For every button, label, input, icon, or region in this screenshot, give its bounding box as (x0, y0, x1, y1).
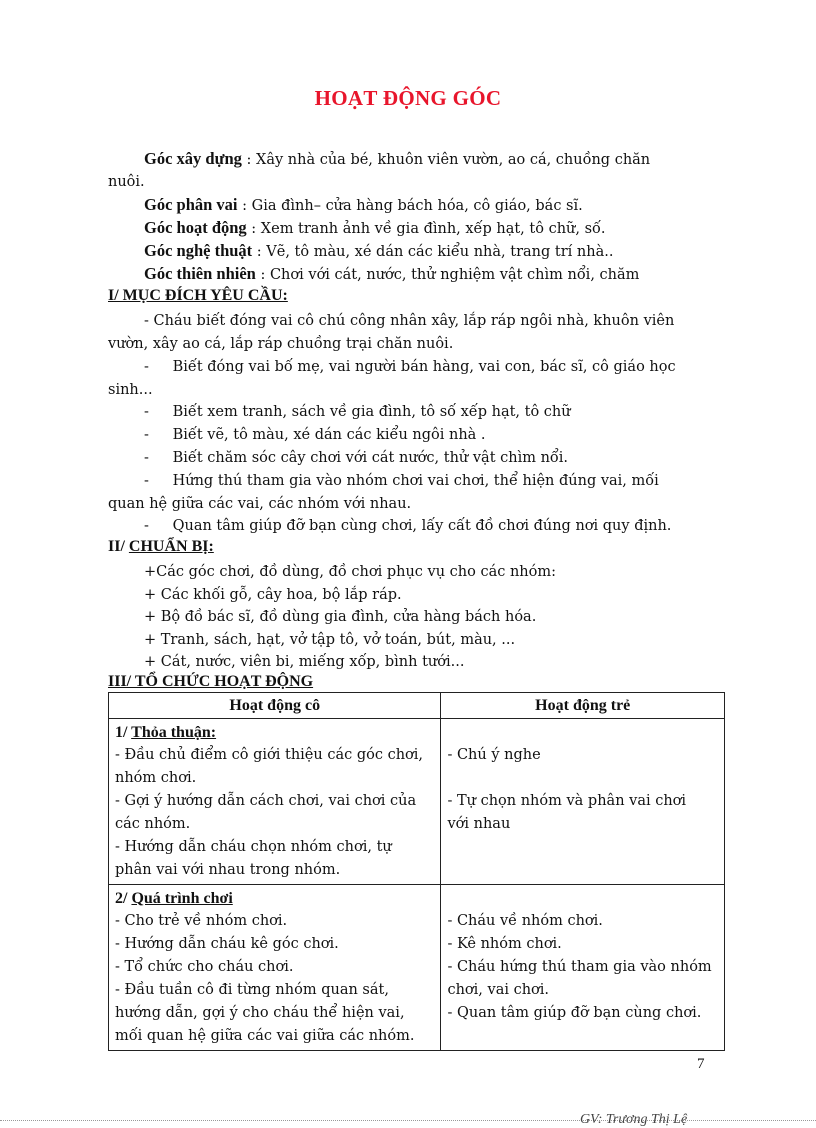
section-2-title: II/ CHUẨN BỊ: (108, 538, 214, 555)
child-line: - Tự chọn nhóm và phân vai chơi (447, 793, 687, 809)
corner-construction: Góc xây dựng : Xây nhà của bé, khuôn viên vườn, ao cá, chuồng chăn (144, 149, 651, 168)
child-line (447, 721, 718, 744)
page-number: 7 (697, 1056, 705, 1072)
objective-item: - Biết xem tranh, sách về gia đình, tô số xếp hạt, tô chữ (144, 404, 571, 420)
objective-first: - Cháu biết đóng vai cô chú công nhân xây, lắp ráp ngôi nhà, khuôn viên (144, 313, 675, 329)
teacher-line: - Tổ chức cho cháu chơi. (115, 959, 294, 975)
table-row (109, 719, 725, 885)
objective-item-cont: sinh... (108, 382, 153, 398)
teacher-cell (109, 719, 441, 885)
prep-item: + Bộ đồ bác sĩ, đồ dùng gia đình, cửa hàng bách hóa. (144, 609, 537, 625)
prep-item: +Các góc chơi, đồ dùng, đồ chơi phục vụ cho các nhóm: (144, 564, 556, 580)
child-line: - Quan tâm giúp đỡ bạn cùng chơi. (447, 1005, 702, 1021)
child-line: - Cháu hứng thú tham gia vào nhóm (447, 959, 712, 975)
objective-item: - Biết đóng vai bố mẹ, vai người bán hàng, vai con, bác sĩ, cô giáo học (144, 359, 676, 375)
objective-item: - Biết chăm sóc cây chơi với cát nước, thử vật chìm nổi. (144, 450, 569, 466)
teacher-line: - Hướng dẫn cháu kê góc chơi. (115, 936, 339, 952)
prep-item: + Các khối gỗ, cây hoa, bộ lắp ráp. (144, 587, 402, 603)
objective-item-cont: quan hệ giữa các vai, các nhóm với nhau. (108, 496, 412, 512)
table-header-row (109, 693, 725, 719)
teacher-line: - Đầu chủ điểm cô giới thiệu các góc chơi, (115, 747, 424, 763)
child-cell (441, 885, 725, 1051)
objective-item: - Hứng thú tham gia vào nhóm chơi vai chơi, thể hiện đúng vai, mối (144, 473, 659, 489)
child-cell (441, 719, 725, 885)
activity-table (108, 692, 725, 1051)
objective-first-cont: vườn, xây ao cá, lắp ráp chuồng trại chăn nuôi. (108, 336, 454, 352)
teacher-line: nhóm chơi. (115, 770, 197, 786)
child-line: với nhau (447, 816, 511, 832)
column-header-child: Hoạt động trẻ (441, 693, 725, 719)
corner-art: Góc nghệ thuật : Vẽ, tô màu, xé dán các kiểu nhà, trang trí nhà.. (144, 241, 614, 260)
corner-activity: Góc hoạt động : Xem tranh ảnh về gia đình, xếp hạt, tô chữ, số. (144, 218, 606, 237)
table-row (109, 885, 725, 1051)
row-heading: 1/ Thỏa thuận: (115, 724, 217, 741)
corner-nature: Góc thiên nhiên : Chơi với cát, nước, thử nghiệm vật chìm nổi, chăm (144, 264, 640, 283)
teacher-line: - Gợi ý hướng dẫn cách chơi, vai chơi của (115, 793, 417, 809)
teacher-cell (109, 885, 441, 1051)
corner-roleplay: Góc phân vai : Gia đình– cửa hàng bách hóa, cô giáo, bác sĩ. (144, 195, 583, 214)
prep-item: + Cát, nước, viên bi, miếng xốp, bình tưới... (144, 654, 465, 670)
footer-divider (0, 1120, 816, 1121)
corner-construction-cont: nuôi. (108, 174, 145, 190)
teacher-line: các nhóm. (115, 816, 191, 832)
page-title: HOẠT ĐỘNG GÓC (314, 86, 502, 110)
teacher-line: phân vai với nhau trong nhóm. (115, 862, 341, 878)
teacher-line: - Đầu tuần cô đi từng nhóm quan sát, (115, 982, 389, 998)
column-header-teacher: Hoạt động cô (109, 693, 441, 719)
objective-item: - Quan tâm giúp đỡ bạn cùng chơi, lấy cất đồ chơi đúng nơi quy định. (144, 518, 672, 534)
row-heading: 2/ Quá trình chơi (115, 890, 233, 907)
child-line: - Chú ý nghe (447, 747, 541, 763)
teacher-line: hướng dẫn, gợi ý cho cháu thể hiện vai, (115, 1005, 405, 1021)
footer-author: GV: Trương Thị Lệ (580, 1112, 688, 1127)
child-line: - Cháu về nhóm chơi. (447, 913, 603, 929)
child-line (447, 887, 718, 910)
teacher-line: - Cho trẻ về nhóm chơi. (115, 913, 288, 929)
objective-item: - Biết vẽ, tô màu, xé dán các kiểu ngôi nhà . (144, 427, 486, 443)
prep-item: + Tranh, sách, hạt, vở tập tô, vở toán, bút, màu, ... (144, 632, 516, 648)
child-line (447, 767, 718, 790)
section-3-title: III/ TỔ CHỨC HOẠT ĐỘNG (108, 673, 314, 690)
teacher-line: - Hướng dẫn cháu chọn nhóm chơi, tự (115, 839, 392, 855)
child-line: chơi, vai chơi. (447, 982, 550, 998)
teacher-line: mối quan hệ giữa các vai giữa các nhóm. (115, 1028, 415, 1044)
section-1-title: I/ MỤC ĐÍCH YÊU CẦU: (108, 287, 288, 304)
child-line: - Kê nhóm chơi. (447, 936, 562, 952)
